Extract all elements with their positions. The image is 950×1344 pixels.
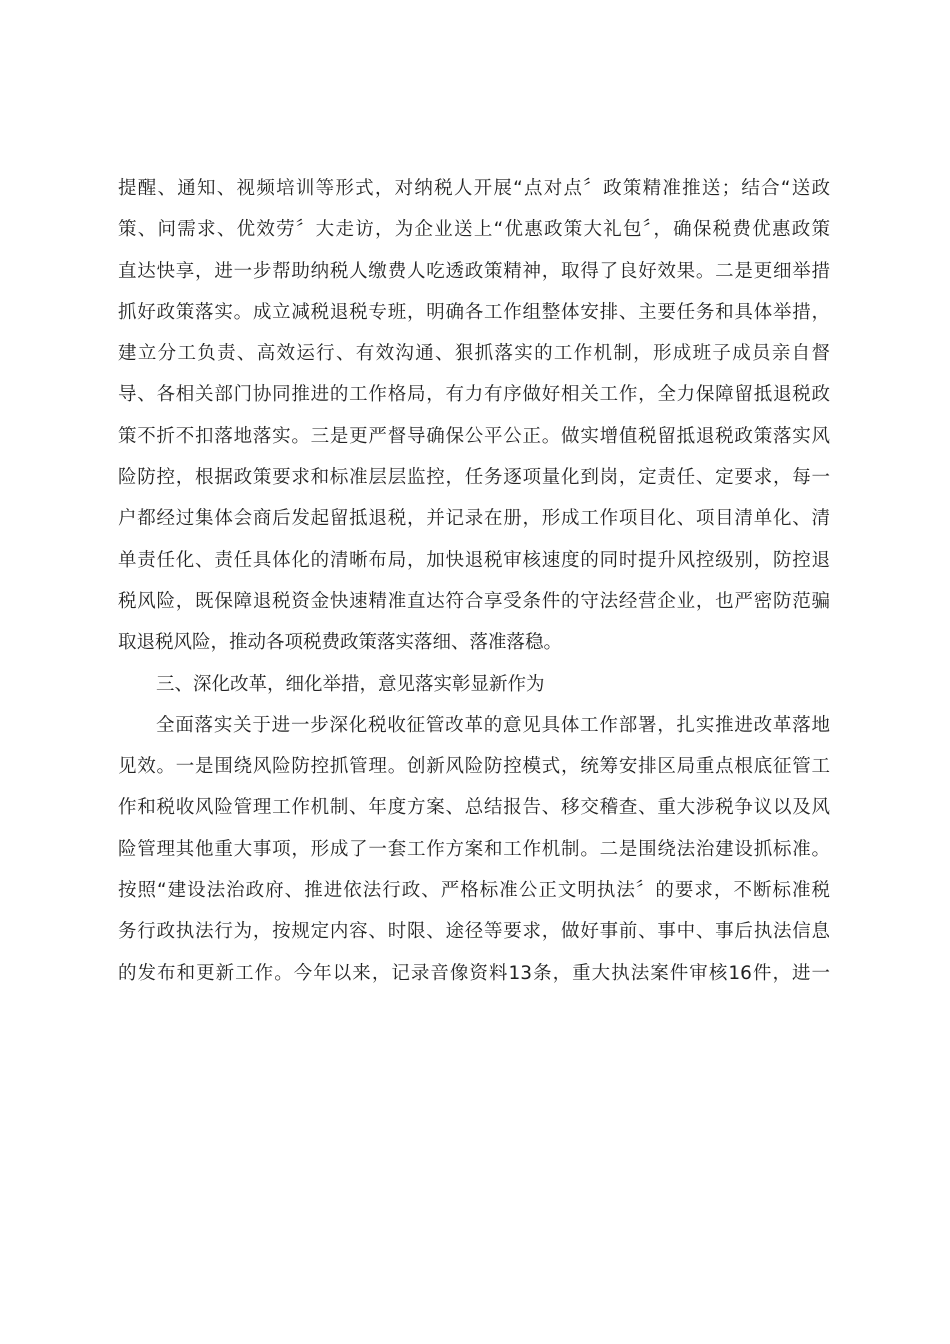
paragraph-1-line: 单责任化、责任具体化的清晰布局，加快退税审核速度的同时提升风控级别，防控退 (118, 549, 830, 571)
paragraph-1-line: 提醒、通知、视频培训等形式，对纳税人开展“点对点〞政策精准推送；结合“送政 (118, 178, 830, 199)
paragraph-1-line: 导、各相关部门协同推进的工作格局，有力有序做好相关工作，全力保障留抵退税政 (118, 384, 830, 406)
paragraph-2-line: 险管理其他重大事项，形成了一套工作方案和工作机制。二是围绕法治建设抓标准。 (118, 838, 830, 860)
section-heading: 三、深化改革，细化举措，意见落实彰显新作为 (156, 673, 545, 695)
paragraph-1-line: 策不折不扣落地落实。三是更严督导确保公平公正。做实增值税留抵退税政策落实风 (118, 425, 830, 447)
paragraph-1-line: 险防控，根据政策要求和标准层层监控，任务逐项量化到岗，定责任、定要求，每一 (118, 467, 830, 489)
paragraph-1-line: 策、问需求、优效劳〞大走访，为企业送上“优惠政策大礼包〞，确保税费优惠政策 (118, 219, 830, 241)
paragraph-2-line: 见效。一是围绕风险防控抓管理。创新风险防控模式，统筹安排区局重点根底征管工 (118, 756, 830, 778)
paragraph-1-line: 取退税风险，推动各项税费政策落实落细、落准落稳。 (118, 632, 563, 654)
paragraph-2-line: 全面落实关于进一步深化税收征管改革的意见具体工作部署，扎实推进改革落地 (156, 714, 830, 736)
paragraph-2-line: 按照“建设法治政府、推进依法行政、严格标准公正文明执法〞的要求，不断标准税 (118, 880, 830, 902)
paragraph-2-line: 的发布和更新工作。今年以来，记录音像资料13条，重大执法案件审核16件，进一 (118, 962, 830, 984)
paragraph-1-line: 抓好政策落实。成立减税退税专班，明确各工作组整体安排、主要任务和具体举措， (118, 301, 830, 323)
paragraph-1-line: 税风险，既保障退税资金快速精准直达符合享受条件的守法经营企业，也严密防范骗 (118, 590, 830, 612)
paragraph-1-line: 直达快享，进一步帮助纳税人缴费人吃透政策精神，取得了良好效果。二是更细举措 (118, 260, 830, 282)
paragraph-1-line: 建立分工负责、高效运行、有效沟通、狠抓落实的工作机制，形成班子成员亲自督 (118, 343, 830, 365)
paragraph-1-line: 户都经过集体会商后发起留抵退税，并记录在册，形成工作项目化、项目清单化、清 (118, 508, 830, 530)
document-body (118, 168, 830, 994)
paragraph-2-line: 务行政执法行为，按规定内容、时限、途径等要求，做好事前、事中、事后执法信息 (118, 921, 830, 943)
paragraph-2-line: 作和税收风险管理工作机制、年度方案、总结报告、移交稽查、重大涉税争议以及风 (118, 797, 830, 819)
